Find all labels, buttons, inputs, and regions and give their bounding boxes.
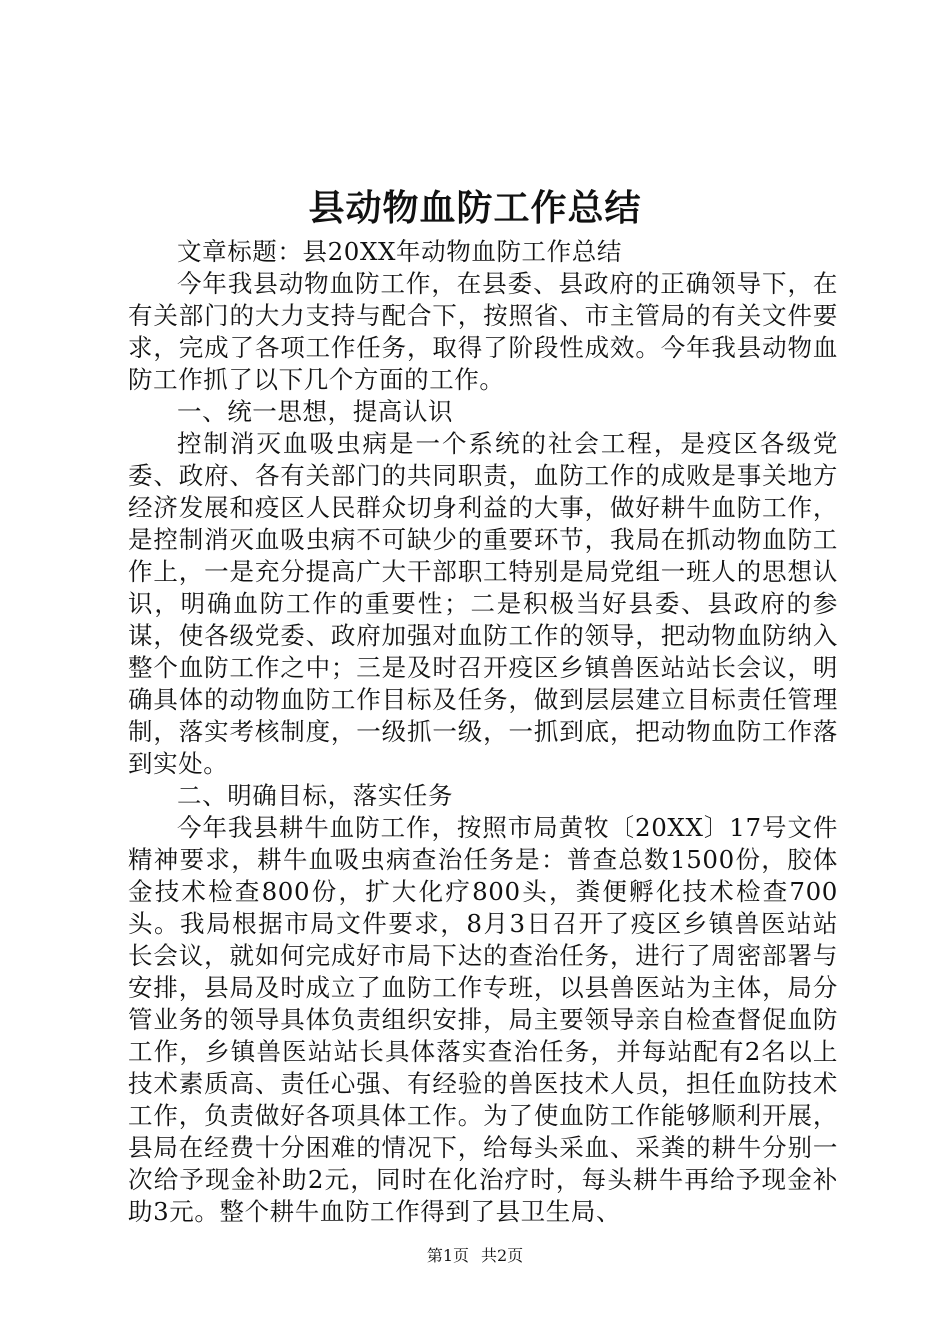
section-2-paragraph: 今年我县耕牛血防工作，按照市局黄牧〔20XX〕17号文件精神要求，耕牛血吸虫病查治任务是：普查总数1500份，胶体金技术检查800份，扩大化疗800头，粪便孵化技术检查700头。我局根据市局文件要求，8月3日召开了疫区乡镇兽医站站长会议，就如何完成好市局下达的查治任务，进行了周密部署与安排，县局及时成立了血防工作专班，以县兽医站为主体，局分管业务的领导具体负责组织安排，局主要领导亲自检查督促血防工作，乡镇兽医站站长具体落实查治任务，并每站配有2名以上技术素质高、责任心强、有经验的兽医技术人员，担任血防技术工作，负责做好各项具体工作。为了使血防工作能够顺利开展，县局在经费十分困难的情况下，给每头采血、采粪的耕牛分别一次给予现金补助2元，同时在化治疗时，每头耕牛再给予现金补助3元。整个耕牛血防工作得到了县卫生局、 [128,813,838,1226]
section-heading-2: 二、明确目标，落实任务 [177,781,454,810]
article-title-line: 文章标题：县20XX年动物血防工作总结 [177,237,622,266]
section-heading-1: 一、统一思想，提高认识 [177,397,454,426]
intro-paragraph: 今年我县动物血防工作，在县委、县政府的正确领导下，在有关部门的大力支持与配合下，按照省、市主管局的有关文件要求，完成了各项工作任务，取得了阶段性成效。今年我县动物血防工作抓了以下几个方面的工作。 [128,269,838,394]
document-body [128,236,838,1228]
page-footer [0,1245,950,1267]
page-number: 第1页 [426,1246,469,1265]
section-1-paragraph: 控制消灭血吸虫病是一个系统的社会工程，是疫区各级党委、政府、各有关部门的共同职责，血防工作的成败是事关地方经济发展和疫区人民群众切身利益的大事，做好耕牛血防工作，是控制消灭血吸虫病不可缺少的重要环节，我局在抓动物血防工作上，一是充分提高广大干部职工特别是局党组一班人的思想认识，明确血防工作的重要性；二是积极当好县委、县政府的参谋，使各级党委、政府加强对血防工作的领导，把动物血防纳入整个血防工作之中；三是及时召开疫区乡镇兽医站站长会议，明确具体的动物血防工作目标及任务，做到层层建立目标责任管理制，落实考核制度，一级抓一级，一抓到底，把动物血防工作落到实处。 [128,429,838,778]
document-title: 县动物血防工作总结 [308,187,642,229]
page-total: 共2页 [481,1246,524,1265]
